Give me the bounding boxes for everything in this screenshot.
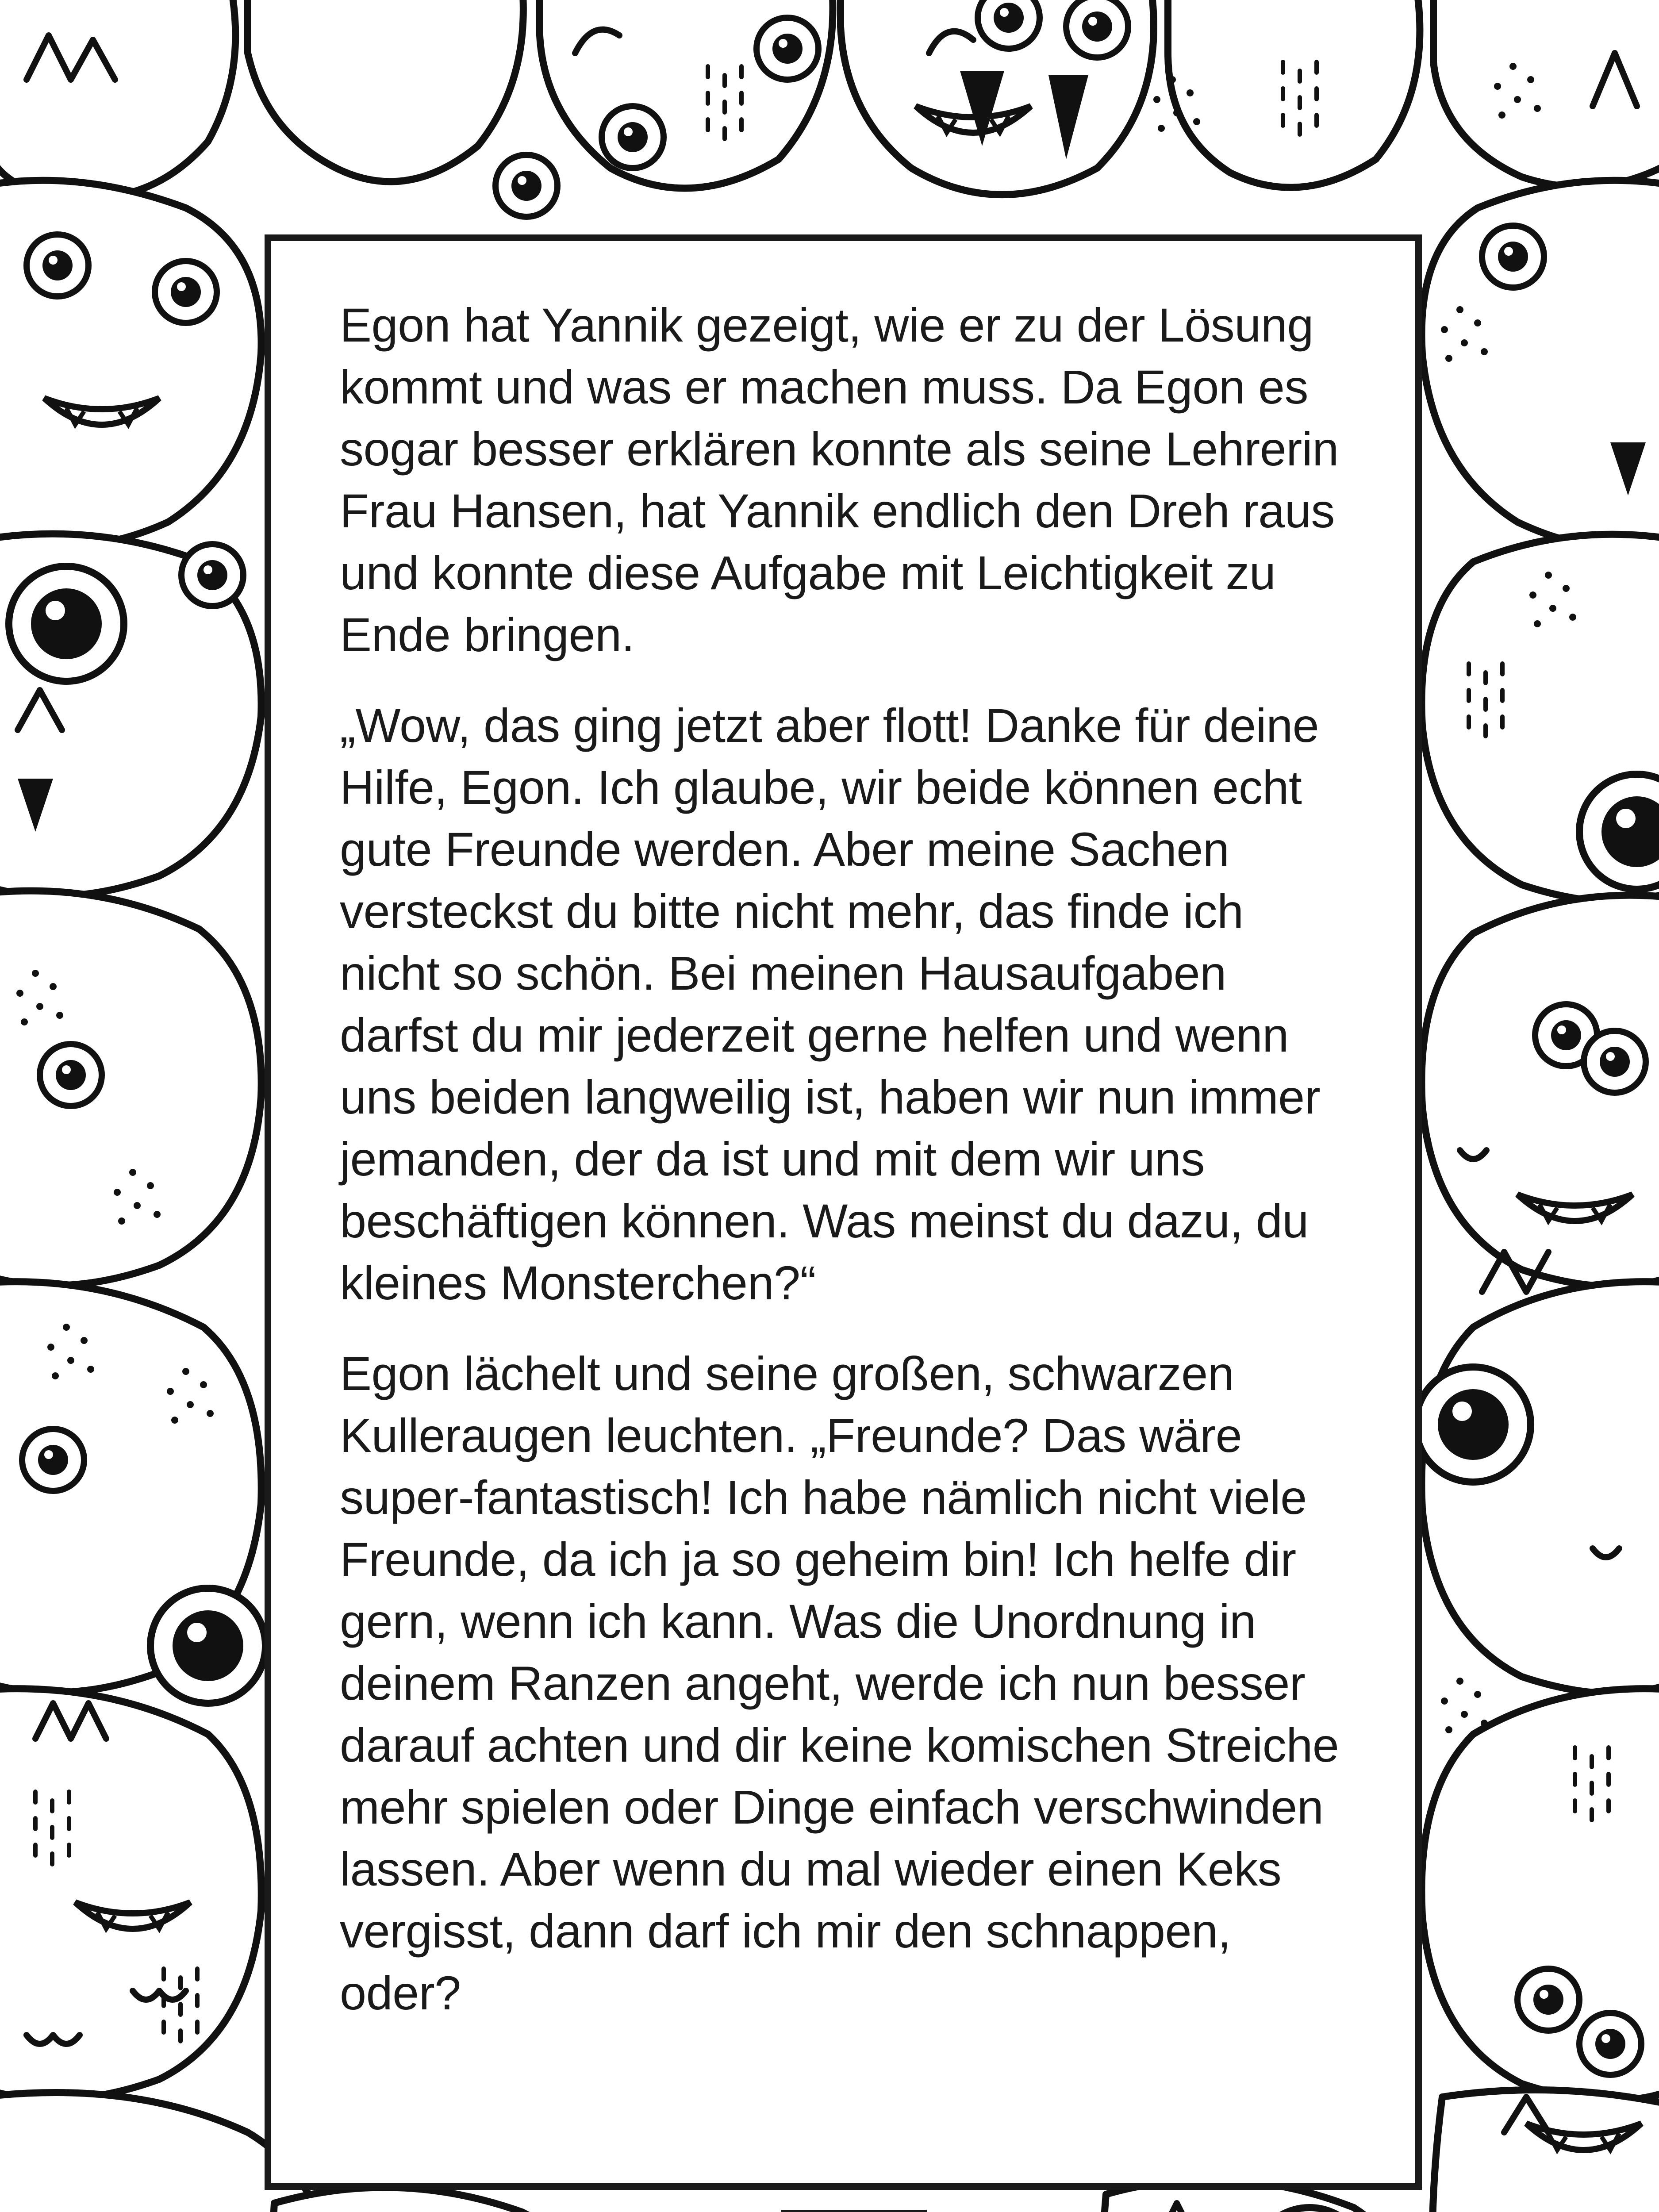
story-paragraph-1: Egon hat Yannik gezeigt, wie er zu der Lösung kommt und was er machen muss. Da Egon es sogar besser erklären konnte als seine Lehrerin Frau Hansen, hat Yannik endlich den Dreh raus und konnte diese Aufgabe mit Leichtigkeit zu Ende bringen.: [340, 298, 1339, 661]
page-number-box: [781, 2210, 927, 2212]
story-text-box: [265, 234, 1422, 2190]
story-paragraph-3: Egon lächelt und seine großen, schwarzen Kulleraugen leuchten. „Freunde? Das wäre super-fantastisch! Ich habe nämlich nicht viele Freunde, da ich ja so geheim bin! Ich helfe dir gern, wenn ich kann. Was die Unordnung in deinem Ranzen angeht, werde ich nun besser darauf achten und dir keine komischen Streiche mehr spielen oder Dinge einfach verschwinden lassen. Aber wenn du mal wieder einen Keks vergisst, dann darf ich mir den schnappen, oder?: [340, 1347, 1339, 2020]
story-paragraph-2: „Wow, das ging jetzt aber flott! Danke für deine Hilfe, Egon. Ich glaube, wir beide können echt gute Freunde werden. Aber meine Sachen versteckst du bitte nicht mehr, das finde ich nicht so schön. Bei meinen Hausaufgaben darfst du mir jederzeit gerne helfen und wenn uns beiden langweilig ist, haben wir nun immer jemanden, der da ist und mit dem wir uns beschäftigen können. Was meinst du dazu, du kleines Monsterchen?“: [340, 699, 1321, 1310]
